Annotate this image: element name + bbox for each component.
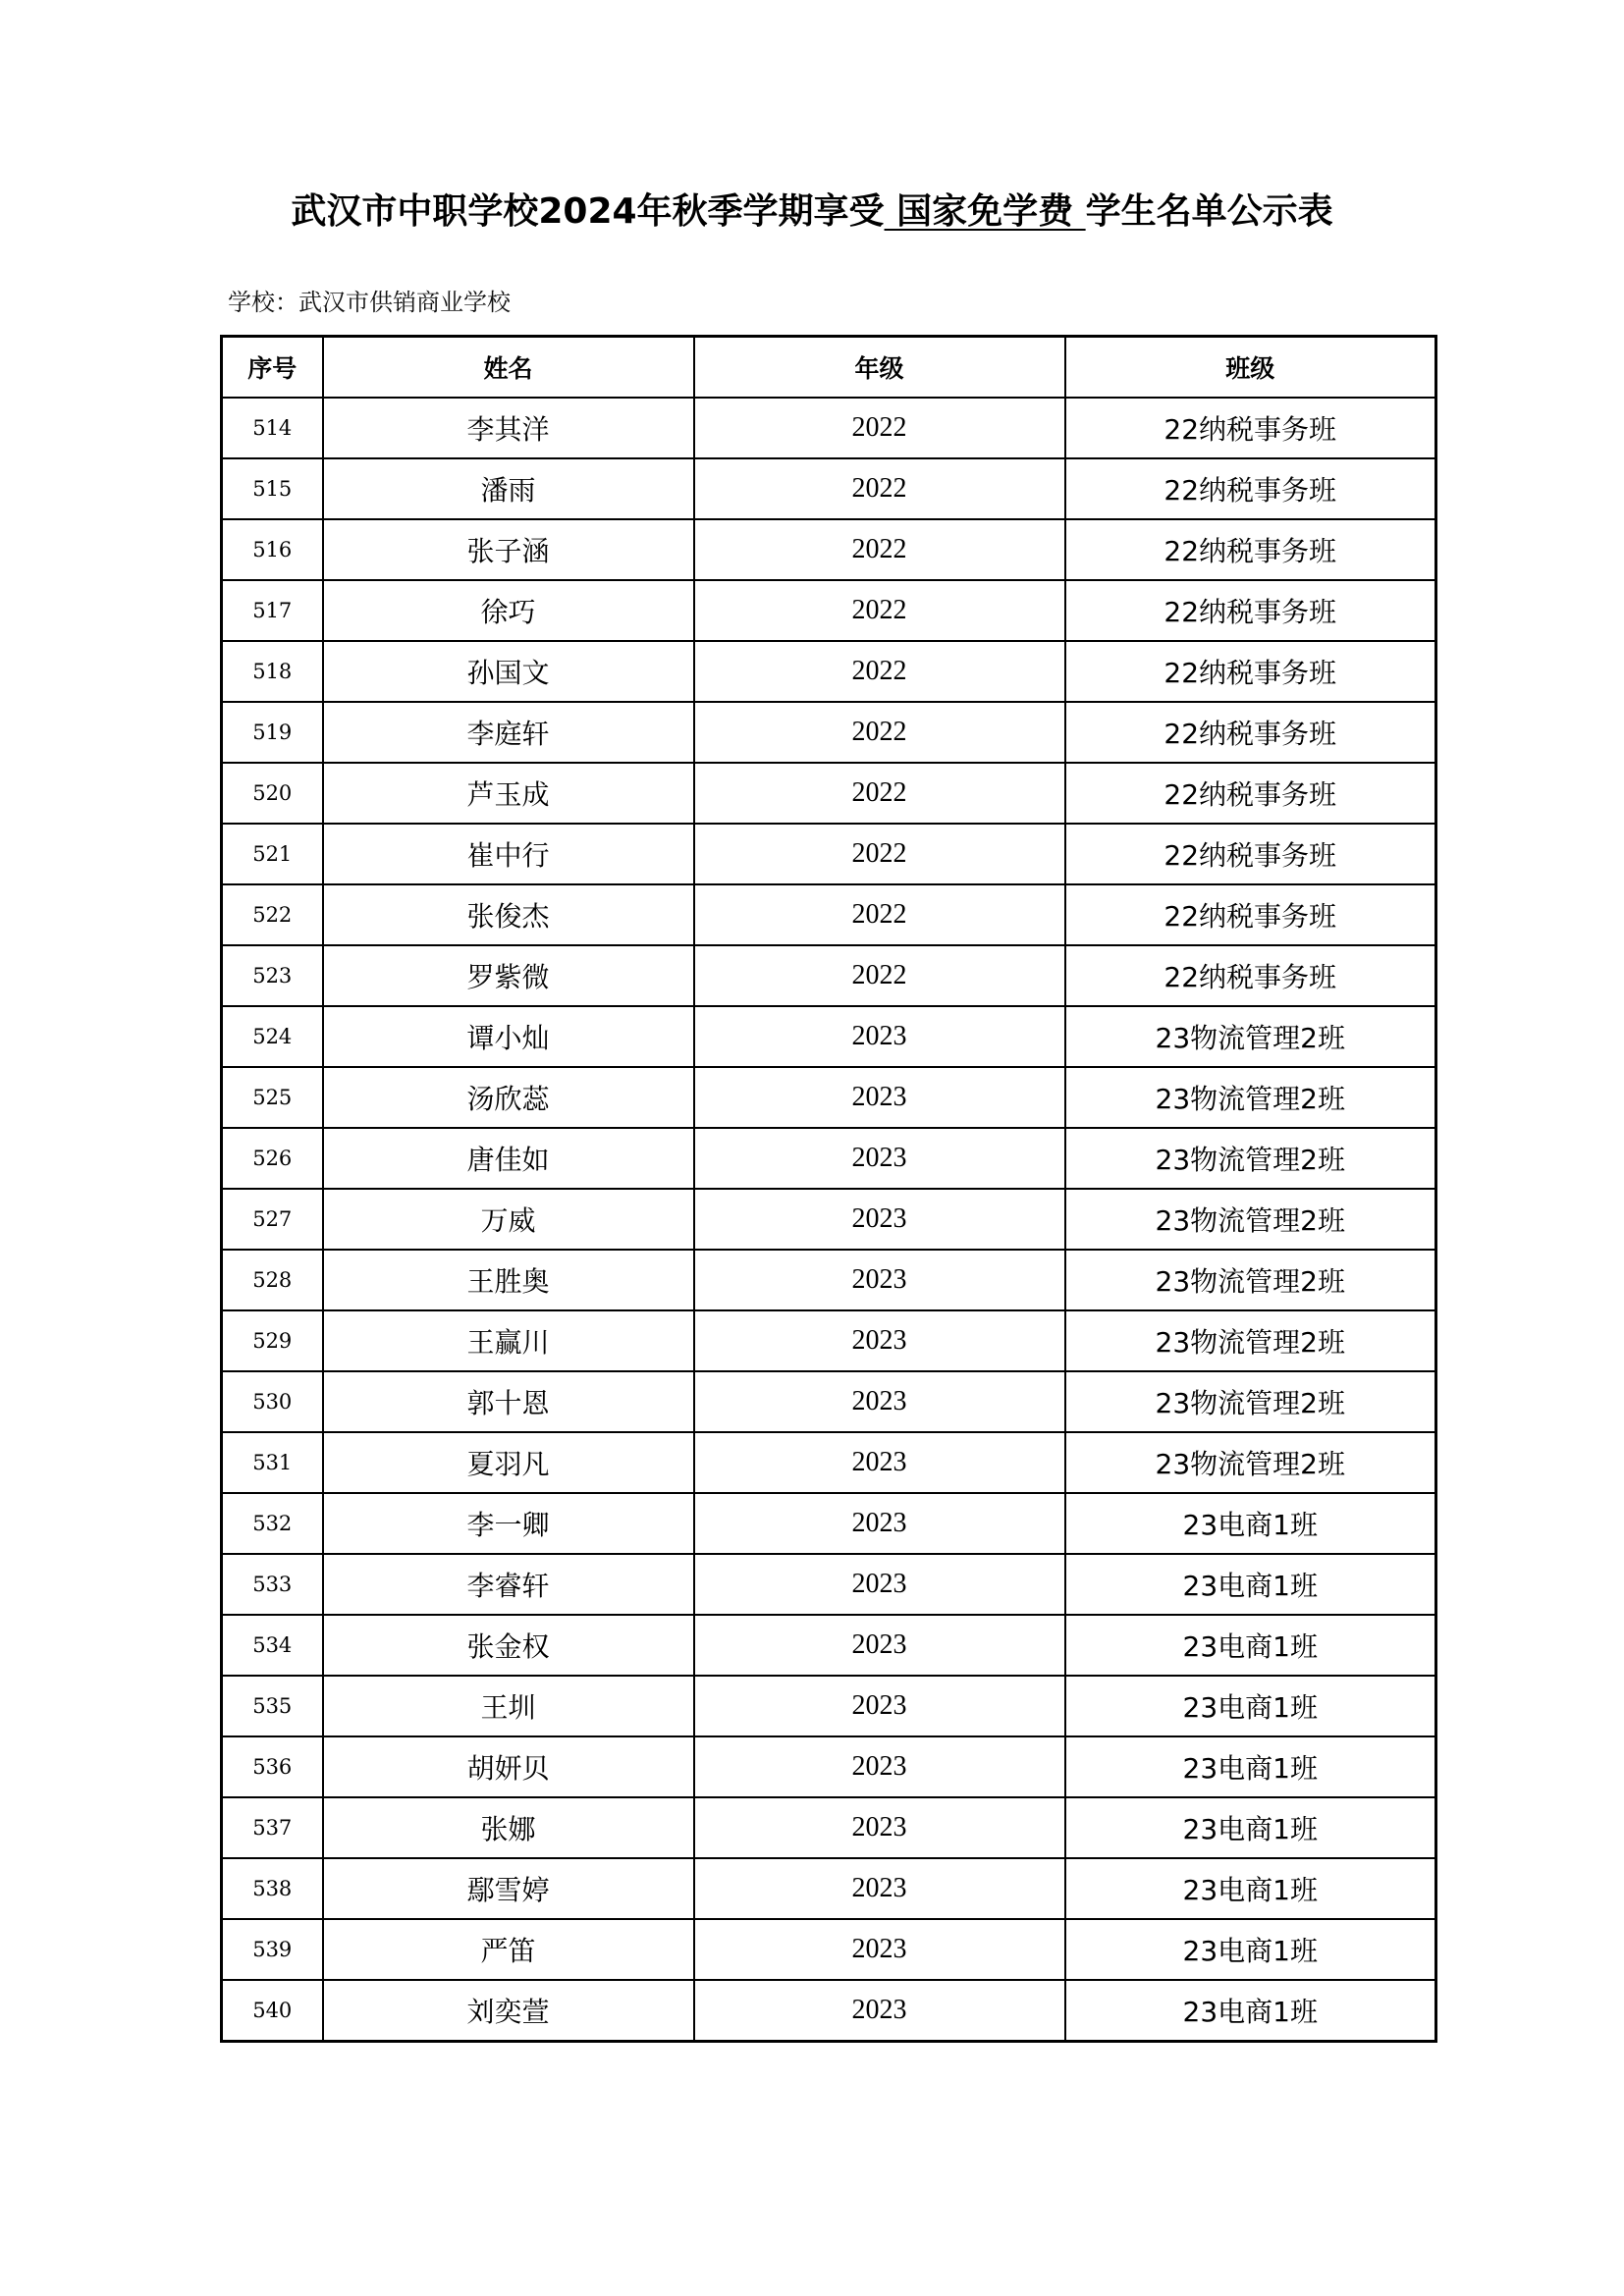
cell-name: 汤欣蕊 — [323, 1067, 694, 1128]
cell-class: 23物流管理2班 — [1065, 1432, 1436, 1493]
cell-name: 刘奕萱 — [323, 1980, 694, 2042]
cell-year: 2022 — [694, 945, 1065, 1006]
cell-seq: 516 — [222, 519, 323, 580]
cell-class: 22纳税事务班 — [1065, 884, 1436, 945]
header-year: 年级 — [694, 337, 1065, 399]
student-roster-table — [220, 335, 1437, 2043]
cell-class: 22纳税事务班 — [1065, 824, 1436, 884]
cell-seq: 533 — [222, 1554, 323, 1615]
cell-name: 万威 — [323, 1189, 694, 1250]
cell-year: 2023 — [694, 1919, 1065, 1980]
cell-name: 徐巧 — [323, 580, 694, 641]
cell-seq: 522 — [222, 884, 323, 945]
cell-class: 23电商1班 — [1065, 1736, 1436, 1797]
cell-name: 谭小灿 — [323, 1006, 694, 1067]
title-suffix: 学生名单公示表 — [1085, 191, 1333, 232]
cell-year: 2023 — [694, 1371, 1065, 1432]
cell-class: 22纳税事务班 — [1065, 641, 1436, 702]
cell-class: 22纳税事务班 — [1065, 945, 1436, 1006]
table-row — [222, 1858, 1436, 1919]
cell-class: 23物流管理2班 — [1065, 1189, 1436, 1250]
cell-name: 郭十恩 — [323, 1371, 694, 1432]
cell-year: 2023 — [694, 1797, 1065, 1858]
table-row — [222, 1736, 1436, 1797]
cell-class: 23电商1班 — [1065, 1554, 1436, 1615]
cell-name: 潘雨 — [323, 458, 694, 519]
cell-seq: 534 — [222, 1615, 323, 1676]
cell-year: 2023 — [694, 1736, 1065, 1797]
title-prefix: 武汉市中职学校2024年秋季学期享受 — [291, 191, 885, 232]
table-row — [222, 641, 1436, 702]
table-row — [222, 1676, 1436, 1736]
table-row — [222, 1189, 1436, 1250]
cell-class: 23电商1班 — [1065, 1493, 1436, 1554]
table-row — [222, 1797, 1436, 1858]
cell-class: 22纳税事务班 — [1065, 458, 1436, 519]
table-row — [222, 1432, 1436, 1493]
cell-class: 23物流管理2班 — [1065, 1371, 1436, 1432]
table-row — [222, 580, 1436, 641]
cell-seq: 523 — [222, 945, 323, 1006]
cell-seq: 529 — [222, 1310, 323, 1371]
cell-name: 唐佳如 — [323, 1128, 694, 1189]
cell-class: 23物流管理2班 — [1065, 1067, 1436, 1128]
cell-seq: 515 — [222, 458, 323, 519]
cell-name: 张子涵 — [323, 519, 694, 580]
cell-name: 严笛 — [323, 1919, 694, 1980]
cell-name: 李睿轩 — [323, 1554, 694, 1615]
table-row — [222, 1980, 1436, 2042]
cell-class: 23电商1班 — [1065, 1980, 1436, 2042]
cell-name: 李其洋 — [323, 398, 694, 458]
table-row — [222, 824, 1436, 884]
cell-seq: 530 — [222, 1371, 323, 1432]
cell-seq: 536 — [222, 1736, 323, 1797]
cell-name: 鄢雪婷 — [323, 1858, 694, 1919]
cell-year: 2022 — [694, 398, 1065, 458]
cell-class: 23电商1班 — [1065, 1858, 1436, 1919]
cell-year: 2022 — [694, 580, 1065, 641]
table-row — [222, 884, 1436, 945]
cell-year: 2023 — [694, 1493, 1065, 1554]
table-row — [222, 1615, 1436, 1676]
school-line: 学校：武汉市供销商业学校 — [228, 289, 511, 316]
cell-class: 22纳税事务班 — [1065, 702, 1436, 763]
cell-seq: 525 — [222, 1067, 323, 1128]
table-row — [222, 1067, 1436, 1128]
header-seq: 序号 — [222, 337, 323, 399]
cell-year: 2023 — [694, 1676, 1065, 1736]
cell-name: 崔中行 — [323, 824, 694, 884]
cell-name: 李庭轩 — [323, 702, 694, 763]
table-row — [222, 1919, 1436, 1980]
cell-year: 2022 — [694, 519, 1065, 580]
cell-class: 23电商1班 — [1065, 1615, 1436, 1676]
cell-year: 2022 — [694, 702, 1065, 763]
cell-seq: 528 — [222, 1250, 323, 1310]
cell-name: 王圳 — [323, 1676, 694, 1736]
table-row — [222, 1128, 1436, 1189]
table-row — [222, 1554, 1436, 1615]
cell-name: 罗紫微 — [323, 945, 694, 1006]
cell-seq: 517 — [222, 580, 323, 641]
cell-class: 22纳税事务班 — [1065, 519, 1436, 580]
cell-name: 芦玉成 — [323, 763, 694, 824]
cell-class: 22纳税事务班 — [1065, 398, 1436, 458]
table-row — [222, 763, 1436, 824]
cell-name: 王赢川 — [323, 1310, 694, 1371]
cell-year: 2022 — [694, 641, 1065, 702]
header-name: 姓名 — [323, 337, 694, 399]
cell-year: 2023 — [694, 1006, 1065, 1067]
cell-year: 2022 — [694, 884, 1065, 945]
table-row — [222, 458, 1436, 519]
cell-seq: 514 — [222, 398, 323, 458]
cell-class: 23物流管理2班 — [1065, 1128, 1436, 1189]
table-row — [222, 398, 1436, 458]
cell-name: 张娜 — [323, 1797, 694, 1858]
cell-seq: 540 — [222, 1980, 323, 2042]
table-row — [222, 945, 1436, 1006]
cell-name: 孙国文 — [323, 641, 694, 702]
cell-name: 王胜奥 — [323, 1250, 694, 1310]
cell-class: 23物流管理2班 — [1065, 1310, 1436, 1371]
cell-name: 胡妍贝 — [323, 1736, 694, 1797]
cell-year: 2022 — [694, 763, 1065, 824]
cell-seq: 531 — [222, 1432, 323, 1493]
table-body — [222, 398, 1436, 2042]
cell-name: 张俊杰 — [323, 884, 694, 945]
title-highlight: 国家免学费 — [884, 191, 1086, 232]
cell-name: 夏羽凡 — [323, 1432, 694, 1493]
cell-year: 2023 — [694, 1980, 1065, 2042]
table-row — [222, 1006, 1436, 1067]
header-class: 班级 — [1065, 337, 1436, 399]
table-row — [222, 702, 1436, 763]
cell-seq: 537 — [222, 1797, 323, 1858]
cell-class: 23电商1班 — [1065, 1797, 1436, 1858]
cell-year: 2023 — [694, 1310, 1065, 1371]
cell-seq: 539 — [222, 1919, 323, 1980]
cell-year: 2023 — [694, 1189, 1065, 1250]
cell-year: 2023 — [694, 1128, 1065, 1189]
cell-year: 2023 — [694, 1067, 1065, 1128]
table-row — [222, 1493, 1436, 1554]
cell-seq: 519 — [222, 702, 323, 763]
table-row — [222, 519, 1436, 580]
cell-class: 22纳税事务班 — [1065, 763, 1436, 824]
cell-class: 23电商1班 — [1065, 1676, 1436, 1736]
cell-seq: 538 — [222, 1858, 323, 1919]
page-title — [0, 185, 1624, 240]
cell-year: 2022 — [694, 824, 1065, 884]
cell-seq: 526 — [222, 1128, 323, 1189]
table-row — [222, 1310, 1436, 1371]
table-row — [222, 1371, 1436, 1432]
cell-seq: 535 — [222, 1676, 323, 1736]
cell-year: 2023 — [694, 1432, 1065, 1493]
cell-seq: 527 — [222, 1189, 323, 1250]
cell-seq: 518 — [222, 641, 323, 702]
table-row — [222, 1250, 1436, 1310]
cell-seq: 532 — [222, 1493, 323, 1554]
table-header-row — [222, 337, 1436, 399]
cell-name: 张金权 — [323, 1615, 694, 1676]
cell-year: 2023 — [694, 1858, 1065, 1919]
cell-seq: 524 — [222, 1006, 323, 1067]
cell-year: 2022 — [694, 458, 1065, 519]
cell-class: 22纳税事务班 — [1065, 580, 1436, 641]
cell-class: 23物流管理2班 — [1065, 1250, 1436, 1310]
cell-seq: 520 — [222, 763, 323, 824]
cell-year: 2023 — [694, 1250, 1065, 1310]
cell-seq: 521 — [222, 824, 323, 884]
cell-year: 2023 — [694, 1554, 1065, 1615]
cell-year: 2023 — [694, 1615, 1065, 1676]
cell-name: 李一卿 — [323, 1493, 694, 1554]
cell-class: 23物流管理2班 — [1065, 1006, 1436, 1067]
cell-class: 23电商1班 — [1065, 1919, 1436, 1980]
